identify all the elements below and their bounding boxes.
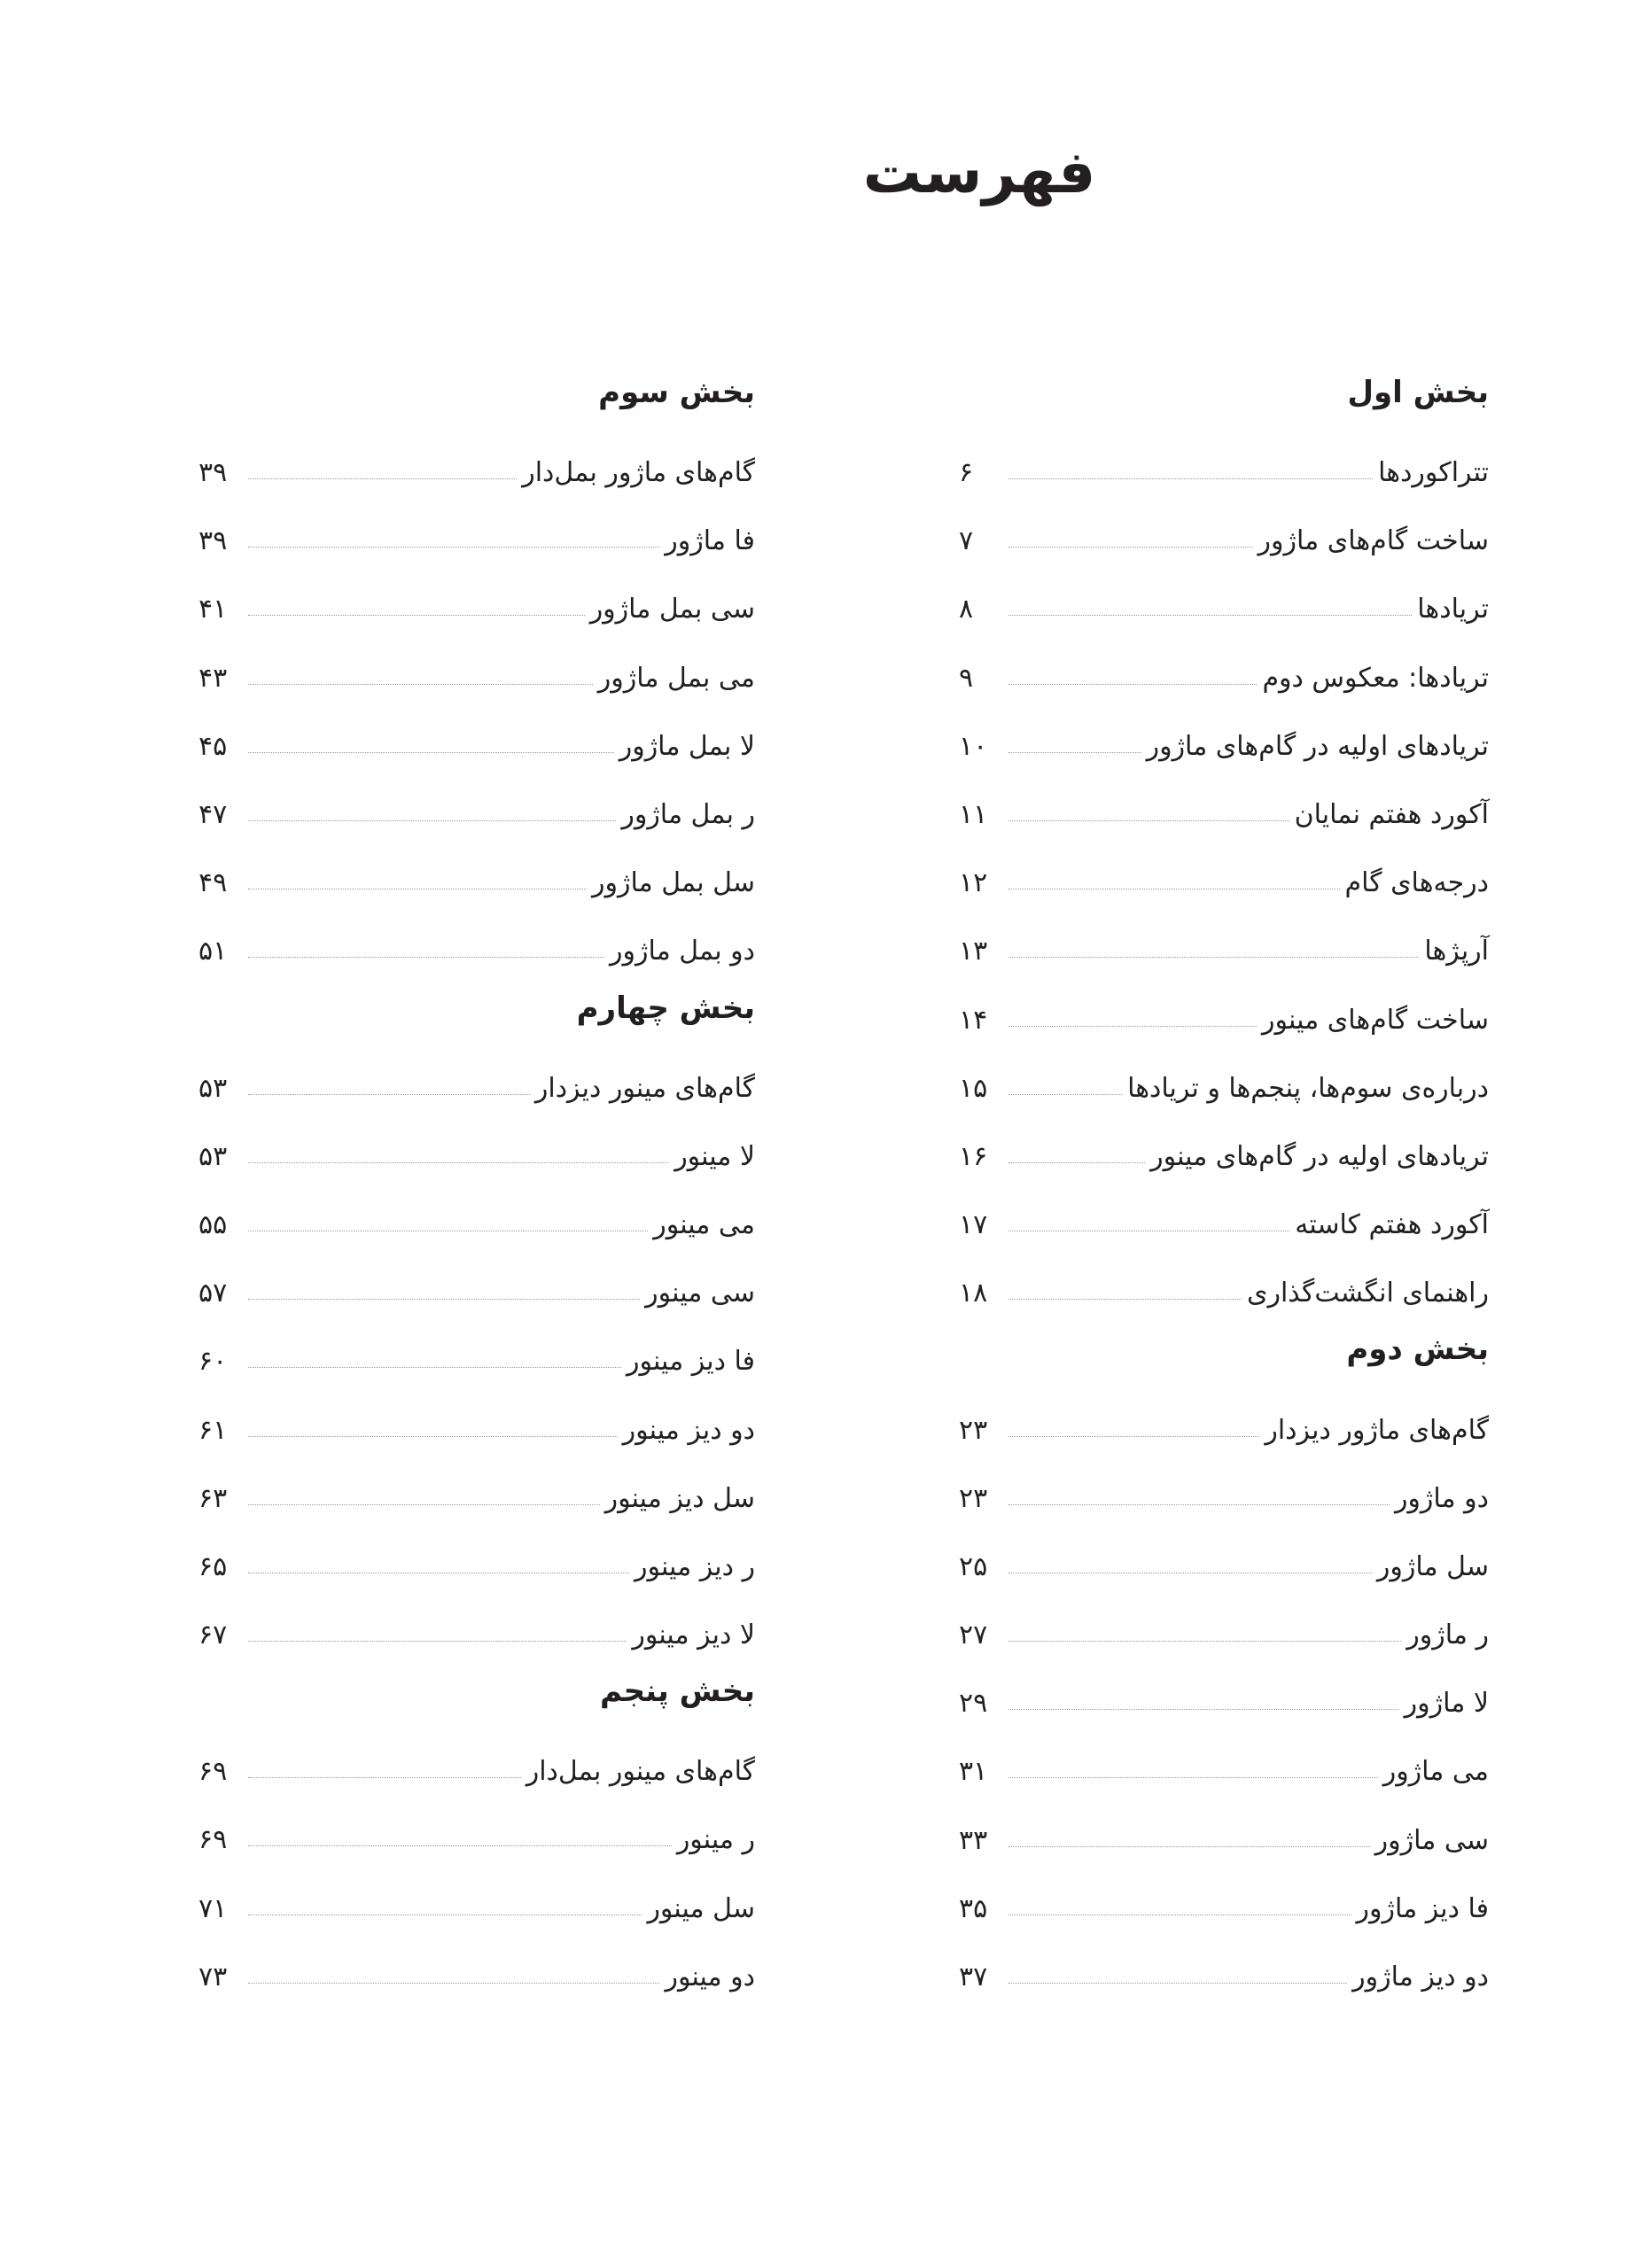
page-title: فهرست xyxy=(862,138,1096,207)
dot-leader xyxy=(1008,1504,1390,1505)
toc-entry[interactable] xyxy=(959,1601,1489,1669)
toc-entry[interactable] xyxy=(959,1122,1489,1191)
dot-leader xyxy=(1008,1094,1122,1095)
entry-page-number: ۵۳ xyxy=(199,1072,228,1104)
entry-title: سل بمل ماژور xyxy=(591,867,755,899)
entry-title: فا دیز مینور xyxy=(627,1346,755,1378)
section-heading: بخش دوم xyxy=(1346,1332,1489,1368)
toc-entry[interactable] xyxy=(959,1259,1489,1327)
dot-leader xyxy=(1008,752,1141,753)
entry-page-number: ۵۱ xyxy=(199,936,228,967)
entry-title: آکورد هفتم کاسته xyxy=(1295,1209,1489,1241)
dot-leader xyxy=(1008,615,1412,616)
entry-page-number: ۴۳ xyxy=(199,662,228,694)
entry-title: تتراکوردها xyxy=(1378,457,1489,489)
entry-page-number: ۶۰ xyxy=(199,1346,228,1378)
entry-title: گام‌های ماژور دیزدار xyxy=(1265,1414,1489,1446)
entry-title: می بمل ماژور xyxy=(597,662,755,694)
dot-leader xyxy=(1008,1299,1242,1300)
toc-section xyxy=(199,370,755,986)
entry-title: ساخت گام‌های ماژور xyxy=(1258,525,1489,557)
entry-page-number: ۱۴ xyxy=(959,1004,988,1036)
toc-entry[interactable] xyxy=(959,1875,1489,1943)
entry-page-number: ۶۷ xyxy=(199,1619,228,1651)
entry-page-number: ۶۹ xyxy=(199,1756,228,1788)
entry-page-number: ۷۱ xyxy=(199,1892,228,1924)
toc-entry[interactable] xyxy=(199,849,755,917)
entry-title: لا دیز مینور xyxy=(632,1619,755,1651)
entry-title: تریادها xyxy=(1417,594,1489,625)
dot-leader xyxy=(1008,1026,1257,1027)
entry-title: دو دیز ماژور xyxy=(1352,1961,1489,1993)
entry-page-number: ۷ xyxy=(959,525,974,557)
entry-title: دو ماژور xyxy=(1394,1482,1489,1514)
toc-entry[interactable] xyxy=(959,439,1489,507)
toc-section xyxy=(959,370,1489,1327)
entry-title: می ماژور xyxy=(1382,1756,1489,1788)
entry-page-number: ۴۷ xyxy=(199,799,228,831)
toc-entry[interactable] xyxy=(959,1806,1489,1875)
entry-page-number: ۵۷ xyxy=(199,1278,228,1309)
section-heading: بخش سوم xyxy=(598,375,755,410)
section-heading: بخش چهارم xyxy=(576,990,755,1026)
entry-title: سل مینور xyxy=(647,1892,755,1924)
entry-page-number: ۲۳ xyxy=(959,1482,988,1514)
entry-title: لا مینور xyxy=(674,1140,755,1172)
entry-title: ساخت گام‌های مینور xyxy=(1262,1004,1489,1036)
entry-title: دو مینور xyxy=(665,1961,755,1992)
entry-title: گام‌های ماژور بمل‌دار xyxy=(522,457,755,489)
entry-title: درجه‌های گام xyxy=(1344,867,1489,899)
entry-title: تریادها: معکوس دوم xyxy=(1262,662,1489,694)
entry-title: سی ماژور xyxy=(1374,1824,1489,1856)
toc-entry[interactable] xyxy=(959,1054,1489,1122)
dot-leader xyxy=(248,820,616,821)
entry-title: تریادهای اولیه در گام‌های ماژور xyxy=(1146,730,1489,762)
entry-page-number: ۶۳ xyxy=(199,1482,228,1514)
dot-leader xyxy=(1008,1162,1145,1163)
entry-page-number: ۱۶ xyxy=(959,1140,988,1172)
entry-title: سی بمل ماژور xyxy=(589,594,755,625)
dot-leader xyxy=(1008,957,1419,958)
toc-entry[interactable] xyxy=(199,781,755,849)
dot-leader xyxy=(248,1777,521,1778)
dot-leader xyxy=(248,1983,659,1984)
entry-page-number: ۸ xyxy=(959,594,974,625)
entry-title: ر ماژور xyxy=(1406,1619,1489,1651)
toc-entry[interactable] xyxy=(959,986,1489,1054)
entry-page-number: ۳۷ xyxy=(959,1961,988,1993)
entry-title: گام‌های مینور بمل‌دار xyxy=(526,1756,755,1788)
entry-page-number: ۱۵ xyxy=(959,1072,988,1104)
toc-entry[interactable] xyxy=(959,1533,1489,1601)
dot-leader xyxy=(248,1845,672,1846)
dot-leader xyxy=(248,615,585,616)
entry-page-number: ۵۳ xyxy=(199,1140,228,1172)
section-heading: بخش اول xyxy=(1347,375,1489,410)
entry-title: تریادهای اولیه در گام‌های مینور xyxy=(1150,1140,1489,1172)
toc-entry[interactable] xyxy=(959,575,1489,643)
entry-page-number: ۳۳ xyxy=(959,1824,988,1856)
entry-page-number: ۱۳ xyxy=(959,936,988,967)
entry-page-number: ۱۷ xyxy=(959,1209,988,1241)
toc-entry[interactable] xyxy=(199,439,755,507)
dot-leader xyxy=(1008,1709,1399,1710)
entry-page-number: ۱۲ xyxy=(959,867,988,899)
dot-leader xyxy=(248,1162,669,1163)
toc-entry[interactable] xyxy=(199,1737,755,1806)
entry-title: ر دیز مینور xyxy=(635,1550,755,1582)
dot-leader xyxy=(248,684,593,685)
entry-title: سی مینور xyxy=(645,1278,755,1309)
toc-entry[interactable] xyxy=(199,1191,755,1259)
entry-page-number: ۲۵ xyxy=(959,1550,988,1582)
toc-entry[interactable] xyxy=(199,1259,755,1327)
toc-entry[interactable] xyxy=(959,1737,1489,1806)
entry-title: لا بمل ماژور xyxy=(619,730,755,762)
toc-entry[interactable] xyxy=(199,712,755,781)
toc-entry[interactable] xyxy=(959,644,1489,712)
toc-entry[interactable] xyxy=(199,1122,755,1191)
dot-leader xyxy=(1008,478,1373,479)
entry-title: سل دیز مینور xyxy=(604,1482,755,1514)
entry-page-number: ۳۵ xyxy=(959,1892,988,1924)
entry-title: سل ماژور xyxy=(1376,1550,1489,1582)
toc-entry[interactable] xyxy=(199,1327,755,1395)
entry-page-number: ۲۳ xyxy=(959,1414,988,1446)
toc-entry[interactable] xyxy=(959,712,1489,781)
entry-title: ر مینور xyxy=(676,1824,755,1856)
entry-page-number: ۵۵ xyxy=(199,1208,228,1240)
toc-entry[interactable] xyxy=(199,644,755,712)
dot-leader xyxy=(1008,1436,1259,1437)
entry-title: درباره‌ی سوم‌ها، پنجم‌ها و تریادها xyxy=(1127,1072,1489,1104)
entry-title: می مینور xyxy=(653,1208,755,1240)
toc-entry[interactable] xyxy=(959,1191,1489,1259)
entry-page-number: ۱۰ xyxy=(959,730,988,762)
entry-page-number: ۱۸ xyxy=(959,1278,988,1309)
entry-page-number: ۳۹ xyxy=(199,525,228,557)
toc-entry[interactable] xyxy=(199,1806,755,1874)
entry-page-number: ۳۹ xyxy=(199,457,228,489)
toc-entry[interactable] xyxy=(199,1601,755,1669)
dot-leader xyxy=(1008,1983,1347,1984)
dot-leader xyxy=(248,1641,627,1642)
toc-entry[interactable] xyxy=(199,1875,755,1943)
entry-title: دو بمل ماژور xyxy=(609,936,755,967)
dot-leader xyxy=(1008,1846,1370,1847)
toc-entry[interactable] xyxy=(959,781,1489,849)
toc-entry[interactable] xyxy=(199,917,755,985)
entry-page-number: ۶۱ xyxy=(199,1414,228,1446)
dot-leader xyxy=(1008,684,1257,685)
entry-page-number: ۳۱ xyxy=(959,1756,988,1788)
entry-page-number: ۲۷ xyxy=(959,1619,988,1651)
toc-entry[interactable] xyxy=(199,1464,755,1533)
entry-title: راهنمای انگشت‌گذاری xyxy=(1246,1278,1489,1309)
entry-title: آرپژها xyxy=(1424,936,1489,967)
entry-title: آکورد هفتم نمایان xyxy=(1294,799,1489,831)
entry-title: گام‌های مینور دیزدار xyxy=(534,1072,755,1104)
dot-leader xyxy=(248,547,659,548)
dot-leader xyxy=(248,957,604,958)
entry-title: دو دیز مینور xyxy=(622,1414,755,1446)
dot-leader xyxy=(1008,820,1289,821)
entry-page-number: ۴۵ xyxy=(199,730,228,762)
entry-page-number: ۴۱ xyxy=(199,594,228,625)
toc-column-right xyxy=(959,370,1489,2011)
entry-title: ر بمل ماژور xyxy=(621,799,755,831)
entry-page-number: ۹ xyxy=(959,662,974,694)
entry-page-number: ۶۹ xyxy=(199,1824,228,1856)
section-heading: بخش پنجم xyxy=(600,1674,755,1710)
toc-section xyxy=(959,1327,1489,2011)
dot-leader xyxy=(248,1504,600,1505)
toc-entry[interactable] xyxy=(199,1943,755,2011)
dot-leader xyxy=(248,752,614,753)
toc-entry[interactable] xyxy=(199,575,755,643)
entry-page-number: ۴۹ xyxy=(199,867,228,899)
toc-entry[interactable] xyxy=(959,849,1489,917)
toc-entry[interactable] xyxy=(959,1464,1489,1533)
toc-entry[interactable] xyxy=(199,507,755,575)
dot-leader xyxy=(248,1299,640,1300)
toc-entry[interactable] xyxy=(959,917,1489,985)
toc-entry[interactable] xyxy=(959,507,1489,575)
toc-section xyxy=(199,986,755,1670)
entry-page-number: ۲۹ xyxy=(959,1688,988,1720)
toc-column-left xyxy=(199,370,755,2011)
toc-section xyxy=(199,1669,755,2011)
toc-entry[interactable] xyxy=(199,1054,755,1122)
entry-page-number: ۱۱ xyxy=(959,799,988,831)
toc-entry[interactable] xyxy=(959,1669,1489,1737)
toc-entry[interactable] xyxy=(199,1533,755,1601)
dot-leader xyxy=(248,1094,530,1095)
entry-title: فا دیز ماژور xyxy=(1356,1892,1489,1924)
toc-entry[interactable] xyxy=(959,1943,1489,2011)
dot-leader xyxy=(1008,1777,1378,1778)
entry-title: لا ماژور xyxy=(1404,1688,1489,1720)
entry-page-number: ۶ xyxy=(959,457,974,489)
entry-page-number: ۷۳ xyxy=(199,1961,228,1992)
entry-title: فا ماژور xyxy=(665,525,755,557)
dot-leader xyxy=(248,1367,621,1368)
dot-leader xyxy=(248,1436,618,1437)
dot-leader xyxy=(1008,1641,1401,1642)
dot-leader xyxy=(248,478,517,479)
toc-entry[interactable] xyxy=(199,1395,755,1464)
entry-page-number: ۶۵ xyxy=(199,1550,228,1582)
toc-entry[interactable] xyxy=(959,1395,1489,1464)
dot-leader xyxy=(1008,547,1253,548)
